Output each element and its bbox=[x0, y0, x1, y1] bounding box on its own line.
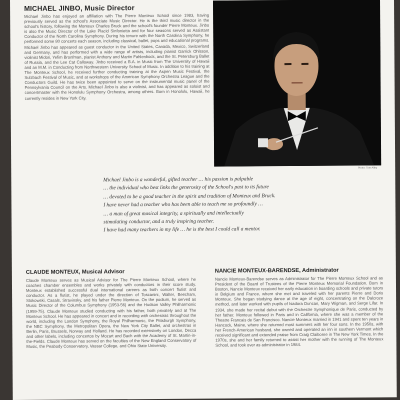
jinbo-biography: Michael Jinbo has enjoyed an affiliation with The Pierre Monteux School since 1983, having previously served as the school's Associate Music Director. He is the third music director in the school's history, following the Monteux Charles Bruck and the school's founder Pierre Monteux. Jinbo is also the Music Director of the Lake Placid Sinfonietta and for four seasons served as Assistant Conductor of the North Carolina Symphony. During his tenure with the North Carolina Symphony, he performed some 80 concerts each season, including classical, ballet, pops and educational programs. Michael Jinbo has appeared as guest conductor in the United States, Canada, Mexico, Switzerland and Germany, and has performed with a wide range of artists, including pianist Garrick Ohlsson, violinist Midori, Yefim Bronfman, pianist Anthony and Martin Fahlenbock, and the St. Petersburg Ballet of Russia, and the Lee Cat Calloway. Jinbo received a B.A. in Music from The University of Hawaii and an M.M. in Conducting from Northwestern University School of Music. In addition to his training at The Monteux School, he received further conducting training at the Aspen Music Festival, the Sulzbach Festival of Music, and at workshops of the American Symphony Orchestra League and the Conductors Guild. He has twice been appointed to serve on the instrumental music panel of the Pennsylvania Council on the Arts. Michael Jinbo is also a violinist, and has appeared as soloist and concertmaster with the Honolulu Symphony Orchestra, among others. Born in Honolulu, Hawaii, he currently resides in New York City. bbox=[24, 12, 210, 101]
claude-heading: CLAUDE MONTEUX, Musical Advisor bbox=[25, 269, 125, 276]
program-page bbox=[10, 0, 397, 400]
nancie-biography: Nancie Monteux-Barendse serves as Administrator for The Pierre Monteux School and as President of the Board of Trustees of the Pierre Monteux Memorial Foundation. Born in Boston, Nancie Monteux received her early education in boarding schools and private tutors in Belgium and France, where she met and traveled with her parents Pierre and Doris Monteux. She began studying dance at the age of eight, concentrating on the Dalcroze method, and later worked with pupils of Isadora Duncan, Mary Wigman, and Serge Lifar. In 1934, she made her recital debut with the Orchestre Symphonique de Paris, conducted by her father. Monteux followed in Paris and in California, where she was a member of the Theatre Francais de San Francisco. Nancie Monteux married in 1941 and spent ten years in Hancock, Maine, where she returned most summers with her four sons. In the 1950s, with her French-American husband, she owned and operated an inn in southern Vermont which received significant and extended praise from Craig Claiborne in The New York Times. In the 1970s, she and her family returned to assist her mother with the running of The Monteux School, and took over as administrator in 1984. bbox=[214, 275, 384, 348]
quote-line: … a man of great musical integrity, a spiritually and intellectually bbox=[103, 209, 244, 217]
jinbo-heading: MICHAEL JINBO, Music Director bbox=[24, 5, 135, 13]
nancie-heading: NANCIE MONTEUX-BARENDSE, Administrator bbox=[214, 267, 339, 275]
quote-line: I have had many teachers in my life … he is the best I could call a mentor. bbox=[103, 226, 261, 234]
quote-line: Michael Jinbo is a wonderful, gifted teacher … his passion is palpable bbox=[103, 176, 254, 184]
quote-line: … the individual who best links the generosity of the School's past to its future bbox=[103, 184, 269, 192]
claude-biography: Claude Monteux serves as Musical Advisor for The Pierre Monteux School, where he coaches chamber ensembles and works privately with conductors in their score study. Monteux established successful dual international careers as both concert flutist and conductor. As a flutist, he played under the direction of Toscanini, Walter, Beecham, Stokowski, Casals, Stravinsky, and his father Pierre Monteux. On the podium, he served as Music Director of the Columbus Symphony (1953-56) and the Hudson Valley Philharmonic (1959-75). Claude Monteux studied conducting with his father, both privately and at The Monteux School. He has appeared in concert and in recording with orchestras throughout the world, including the London Symphony, the Royal Philharmonic, the Pittsburgh Symphony, the NBC Symphony, the Metropolitan Opera, the New York City Ballet, and orchestras in Berlin, Paris, Brussels, Norway and Holland. He has recorded extensively on London, Decca and other labels, including concertos by Mozart and Bach with the Academy of St. Martin-in-the-Fields. Claude Monteux has served on the faculties of the New England Conservatory of Music, the Peabody Conservatory, Vassar College, and Ohio State University. bbox=[25, 276, 197, 350]
photo-credit: Photo: Tom Alley bbox=[357, 166, 378, 170]
student-quotes bbox=[103, 175, 353, 236]
quote-line: … devoted to be a good teacher in the spirit and tradition of Monteux and Bruck. bbox=[103, 192, 276, 201]
quote-line: stimulating conductor, and a truly inspiring teacher. bbox=[103, 218, 214, 226]
quote-line: I have never had a teacher who has been able to teach me so profoundly … bbox=[103, 201, 263, 209]
